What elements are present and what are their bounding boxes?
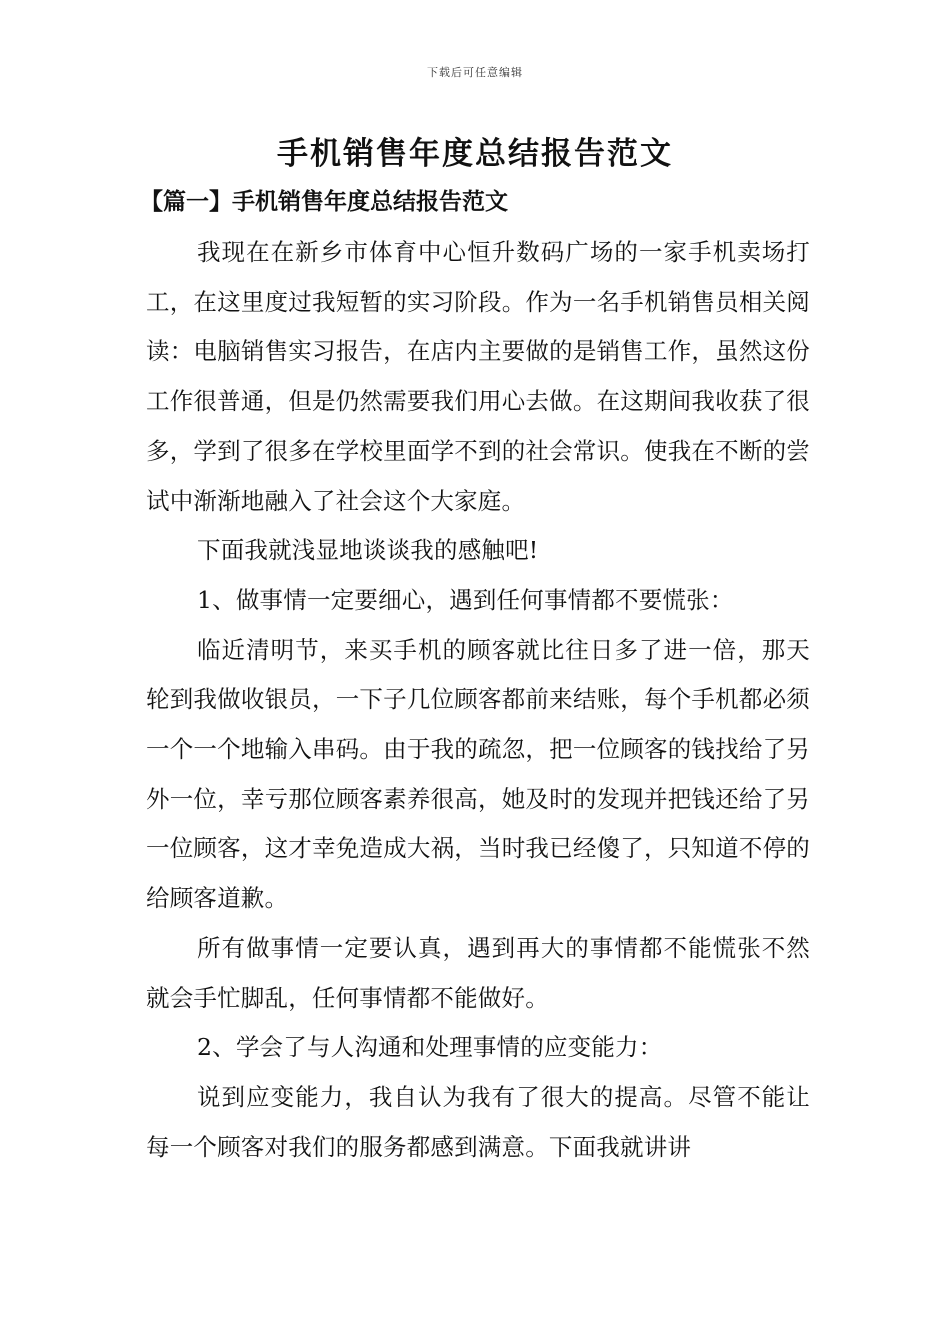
document-title: 手机销售年度总结报告范文 <box>277 136 673 172</box>
paragraph-adaptability: 说到应变能力，我自认为我有了很大的提高。尽管不能让每一个顾客对我们的服务都感到满意。下面我就讲讲 <box>146 1082 810 1161</box>
document-body <box>146 228 810 1172</box>
section-heading: 【篇一】手机销售年度总结报告范文 <box>140 188 508 215</box>
paragraph-point-2-heading: 2、学会了与人沟通和处理事情的应变能力： <box>197 1033 663 1062</box>
paragraph-story: 临近清明节，来买手机的顾客就比往日多了进一倍，那天轮到我做收银员，一下子几位顾客都前来结账，每个手机都必须一个一个地输入串码。由于我的疏忽，把一位顾客的钱找给了另外一位，幸亏那位顾客素养很高，她及时的发现并把钱还给了另一位顾客，这才幸免造成大祸，当时我已经傻了，只知道不停的给顾客道歉。 <box>146 635 810 913</box>
paragraph-intro: 我现在在新乡市体育中心恒升数码广场的一家手机卖场打工，在这里度过我短暂的实习阶段。作为一名手机销售员相关阅读：电脑销售实习报告，在店内主要做的是销售工作，虽然这份工作很普通，但是仍然需要我们用心去做。在这期间我收获了很多，学到了很多在学校里面学不到的社会常识。使我在不断的尝试中渐渐地融入了社会这个大家庭。 <box>146 238 810 515</box>
header-note: 下载后可任意编辑 <box>427 66 523 79</box>
paragraph-lesson: 所有做事情一定要认真，遇到再大的事情都不能慌张不然就会手忙脚乱，任何事情都不能做好。 <box>146 933 810 1012</box>
paragraph-point-1-heading: 1、做事情一定要细心，遇到任何事情都不要慌张： <box>197 585 734 614</box>
paragraph-lead-in: 下面我就浅显地谈谈我的感触吧! <box>197 536 539 565</box>
